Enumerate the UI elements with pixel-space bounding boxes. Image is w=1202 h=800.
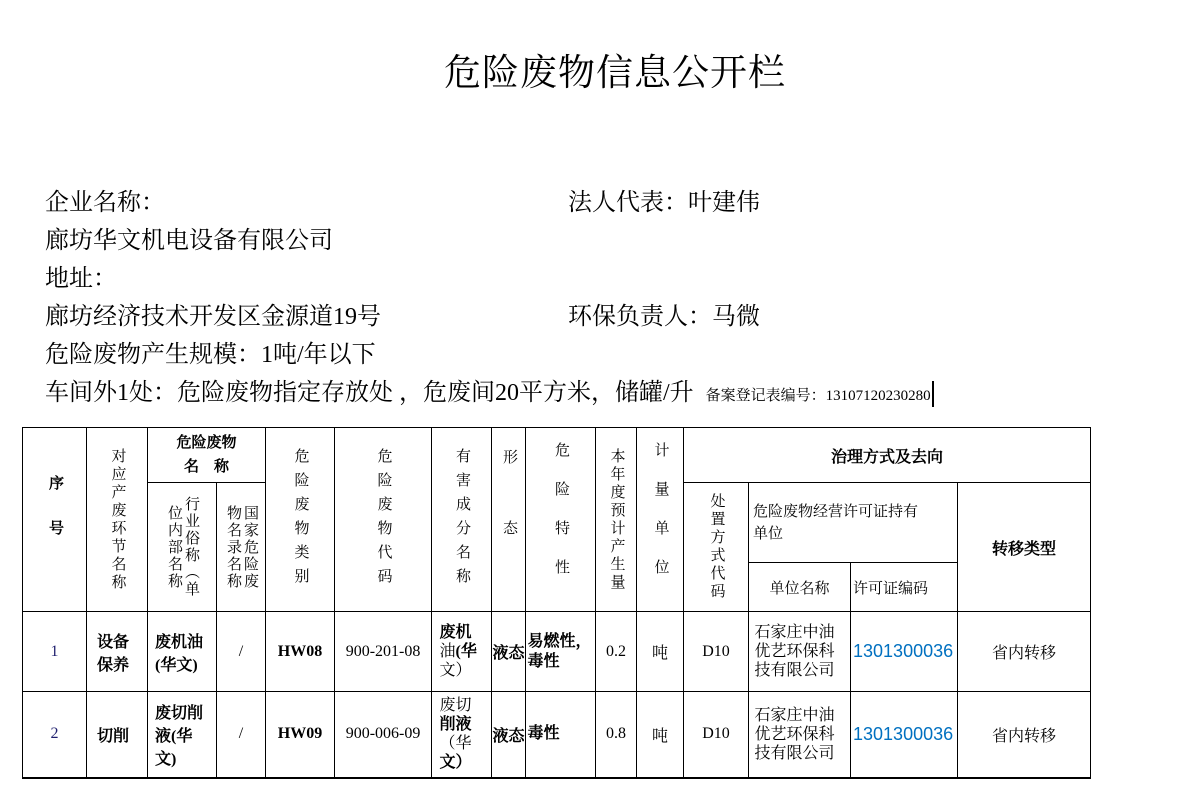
cell-harmful xyxy=(432,692,492,778)
cell-hazard-text: 毒性 xyxy=(527,725,560,743)
col-header-harmful-label: 有害成分名称 xyxy=(454,447,471,592)
hazardous-waste-table[interactable] xyxy=(22,427,1091,779)
cell-seq: 2 xyxy=(23,692,87,778)
info-line-company[interactable] xyxy=(45,184,1165,222)
info-line-storage[interactable] xyxy=(45,374,1165,412)
col-header-hazard-label: 危险特性 xyxy=(553,441,570,598)
cell-stage xyxy=(87,612,148,692)
cell-hazard xyxy=(526,692,596,778)
waste-table xyxy=(22,427,1091,779)
col-header-waste-name-group xyxy=(148,428,266,483)
header-row-1 xyxy=(23,428,1091,483)
cell-unit: 吨 xyxy=(637,612,684,692)
col-header-license-no: 许可证编码 xyxy=(851,563,958,612)
cell-form: 液态 xyxy=(492,612,526,692)
record-number[interactable]: 备案登记表编号：13107120230280 xyxy=(705,388,931,404)
cell-category: HW08 xyxy=(266,612,335,692)
cell-unit-name xyxy=(749,692,851,778)
col-header-disposal-code xyxy=(684,483,749,612)
text-cursor xyxy=(932,381,934,407)
col-header-unit xyxy=(637,428,684,612)
col-header-waste-stage-label: 对应产废环节名称 xyxy=(109,447,126,592)
cell-annual: 0.8 xyxy=(596,692,637,778)
cell-hazard xyxy=(526,612,596,692)
cell-unit: 吨 xyxy=(637,692,684,778)
cell-category: HW09 xyxy=(266,692,335,778)
address-label: 地址： xyxy=(45,266,117,292)
cell-industry-name-text: 废切削液(华文) xyxy=(155,704,204,768)
waste-name-group-line2: 名 称 xyxy=(184,459,230,475)
info-line-scale[interactable] xyxy=(45,336,1165,374)
cell-harmful-text: 废切削液（华文） xyxy=(439,697,472,772)
cell-license-no: 1301300036 xyxy=(851,692,958,778)
cell-code: 900-006-09 xyxy=(335,692,432,778)
col-header-industry-name-label: 行业俗称（单位内部名称 xyxy=(166,496,199,598)
cell-harmful xyxy=(432,612,492,692)
cell-stage-text: 设备保养 xyxy=(97,633,130,674)
col-header-seq-label: 序号 xyxy=(47,474,63,565)
cell-national-name: / xyxy=(217,692,266,778)
cell-annual: 0.2 xyxy=(596,612,637,692)
col-header-national-name xyxy=(217,483,266,612)
company-name-label: 企业名称： xyxy=(45,190,165,216)
cell-disposal-code: D10 xyxy=(684,612,749,692)
waste-name-group-line1: 危险废物 xyxy=(176,435,237,451)
cell-harmful-text: 废机油(华文） xyxy=(439,624,477,679)
cell-transfer-type: 省内转移 xyxy=(958,612,1091,692)
col-header-national-name-label: 国家危险废物名录名称 xyxy=(225,504,258,590)
page-title[interactable]: 危险废物信息公开栏 xyxy=(444,53,786,94)
address-value: 廊坊经济技术开发区金源道19号 xyxy=(45,304,381,330)
cell-stage-text: 切削 xyxy=(97,727,130,745)
col-header-treatment-group xyxy=(684,428,1091,483)
col-header-annual-label: 本年度预计产生量 xyxy=(608,447,625,592)
treatment-group-label: 治理方式及去向 xyxy=(831,448,944,466)
cell-disposal-code: D10 xyxy=(684,692,749,778)
col-header-unit-label: 计量单位 xyxy=(652,441,669,598)
cell-industry-name-text: 废机油(华文) xyxy=(155,633,204,674)
cell-seq: 1 xyxy=(23,612,87,692)
cell-hazard-text: 易燃性，毒性 xyxy=(527,632,592,670)
storage-value: 车间外1处：危险废物指定存放处 ，危废间20平方米，储罐/升 xyxy=(45,380,694,406)
col-header-code-label: 危险废物代码 xyxy=(375,447,392,592)
licensed-unit-line1: 危险废物经营许可证持有 xyxy=(753,503,919,520)
col-header-form xyxy=(492,428,526,612)
cell-stage xyxy=(87,692,148,778)
licensed-unit-line2: 单位 xyxy=(753,525,784,542)
col-header-waste-stage xyxy=(87,428,148,612)
col-header-code xyxy=(335,428,432,612)
table-row-1 xyxy=(23,612,1091,692)
scale-value: 危险废物产生规模：1吨/年以下 xyxy=(45,342,376,368)
col-header-transfer-type: 转移类型 xyxy=(958,483,1091,612)
cell-national-name: / xyxy=(217,612,266,692)
col-header-harmful xyxy=(432,428,492,612)
cell-industry-name xyxy=(148,612,217,692)
cell-unit-name-text: 石家庄中油优艺环保科技有限公司 xyxy=(754,706,835,762)
cell-code: 900-201-08 xyxy=(335,612,432,692)
col-header-form-label: 形态 xyxy=(501,448,518,591)
cell-unit-name xyxy=(749,612,851,692)
col-header-category xyxy=(266,428,335,612)
cell-license-no: 1301300036 xyxy=(851,612,958,692)
env-officer: 环保负责人：马微 xyxy=(568,304,760,330)
col-header-industry-name xyxy=(148,483,217,612)
col-header-annual xyxy=(596,428,637,612)
table-row-2 xyxy=(23,692,1091,778)
col-header-unit-name: 单位名称 xyxy=(749,563,851,612)
info-line-company-name[interactable] xyxy=(45,222,1165,260)
col-header-disposal-code-label: 处置方式代码 xyxy=(708,493,725,601)
info-line-address[interactable] xyxy=(45,298,1165,336)
cell-form: 液态 xyxy=(492,692,526,778)
legal-representative: 法人代表：叶建伟 xyxy=(568,190,760,216)
company-info-block xyxy=(45,184,1165,412)
info-line-address-label[interactable] xyxy=(45,260,1165,298)
cell-industry-name xyxy=(148,692,217,778)
col-header-hazard xyxy=(526,428,596,612)
cell-transfer-type: 省内转移 xyxy=(958,692,1091,778)
cell-unit-name-text: 石家庄中油优艺环保科技有限公司 xyxy=(754,624,835,679)
col-header-category-label: 危险废物类别 xyxy=(292,447,309,592)
col-header-seq xyxy=(23,428,87,612)
col-header-licensed-unit xyxy=(749,483,958,563)
company-name-value: 廊坊华文机电设备有限公司 xyxy=(45,228,333,254)
